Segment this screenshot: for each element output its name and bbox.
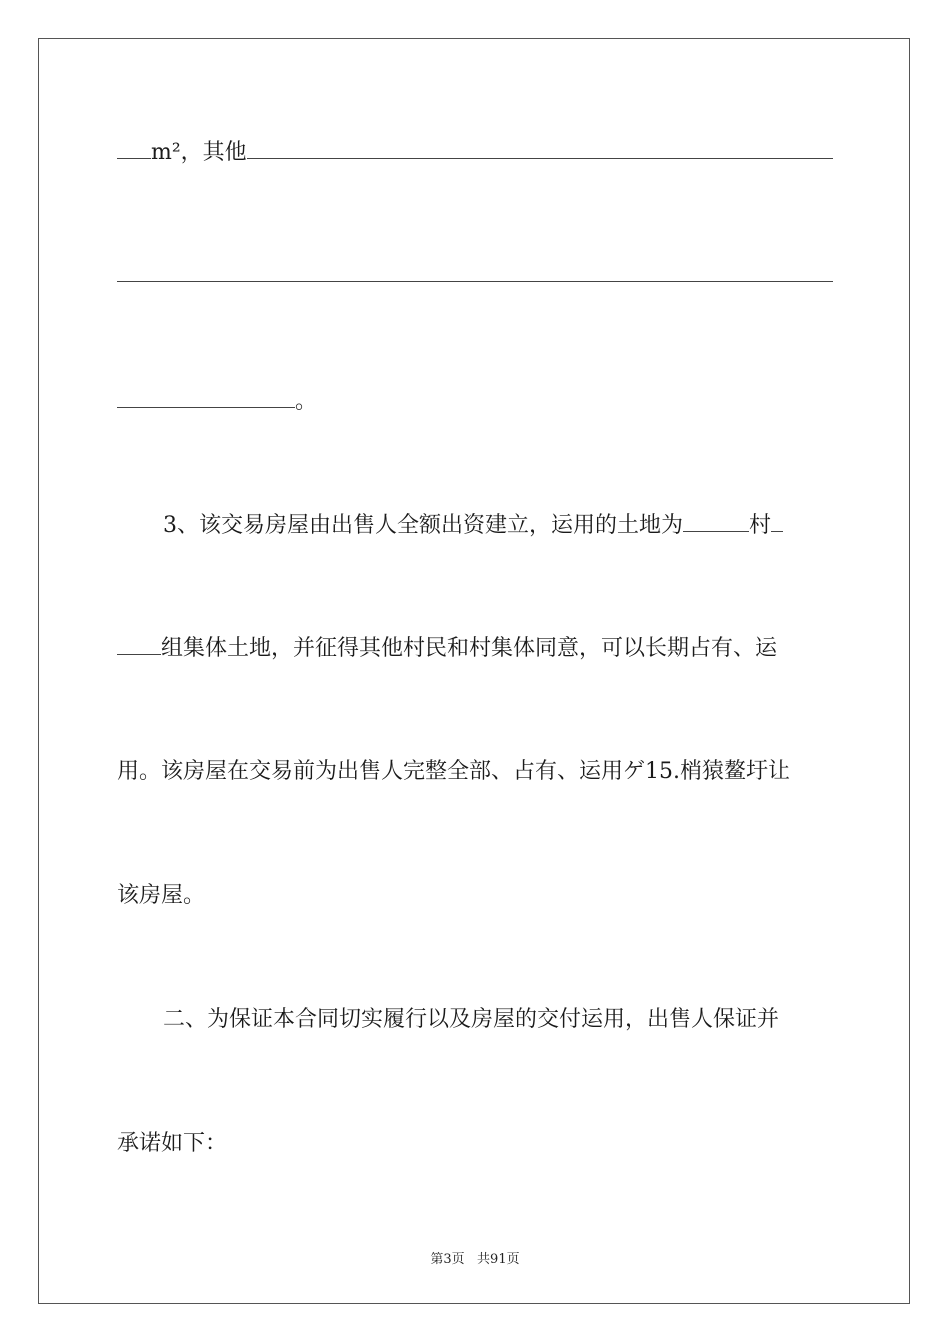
paragraph-text: 该房屋。 — [117, 883, 206, 908]
text-line-area — [117, 138, 833, 167]
paragraph-text: 二、为保证本合同切实履行以及房屋的交付运用，出售人保证并 — [163, 1007, 780, 1032]
blank-field — [683, 511, 749, 532]
blank-field — [247, 138, 833, 159]
blank-field — [117, 138, 151, 159]
paragraph-3-line-2 — [117, 634, 777, 663]
paragraph-3-line-1 — [163, 511, 783, 540]
page-border — [38, 38, 910, 1304]
paragraph-text: 组集体土地，并征得其他村民和村集体同意，可以长期占有、运 — [161, 636, 778, 661]
paragraph-text: 承诺如下： — [117, 1131, 228, 1156]
paragraph-3-line-4 — [117, 882, 205, 910]
period-text: 。 — [295, 389, 318, 414]
text-line-end — [117, 387, 317, 416]
blank-field — [117, 387, 295, 408]
village-text: 村 — [749, 513, 772, 538]
blank-rule — [117, 281, 833, 282]
page-number-footer: 第3页 共91页 — [430, 1252, 520, 1267]
blank-field — [771, 511, 783, 532]
area-unit-text: m²，其他 — [151, 140, 247, 165]
paragraph-text: 3、该交易房屋由出售人全额出资建立，运用的土地为 — [163, 513, 683, 538]
paragraph-text: 用。该房屋在交易前为出售人完整全部、占有、运用ゲ15.梢猿鳌圩让 — [117, 759, 790, 784]
blank-field — [117, 634, 161, 655]
paragraph-3-line-3 — [117, 758, 790, 786]
section-2-line-2 — [117, 1130, 227, 1158]
section-2-line-1 — [163, 1006, 779, 1034]
